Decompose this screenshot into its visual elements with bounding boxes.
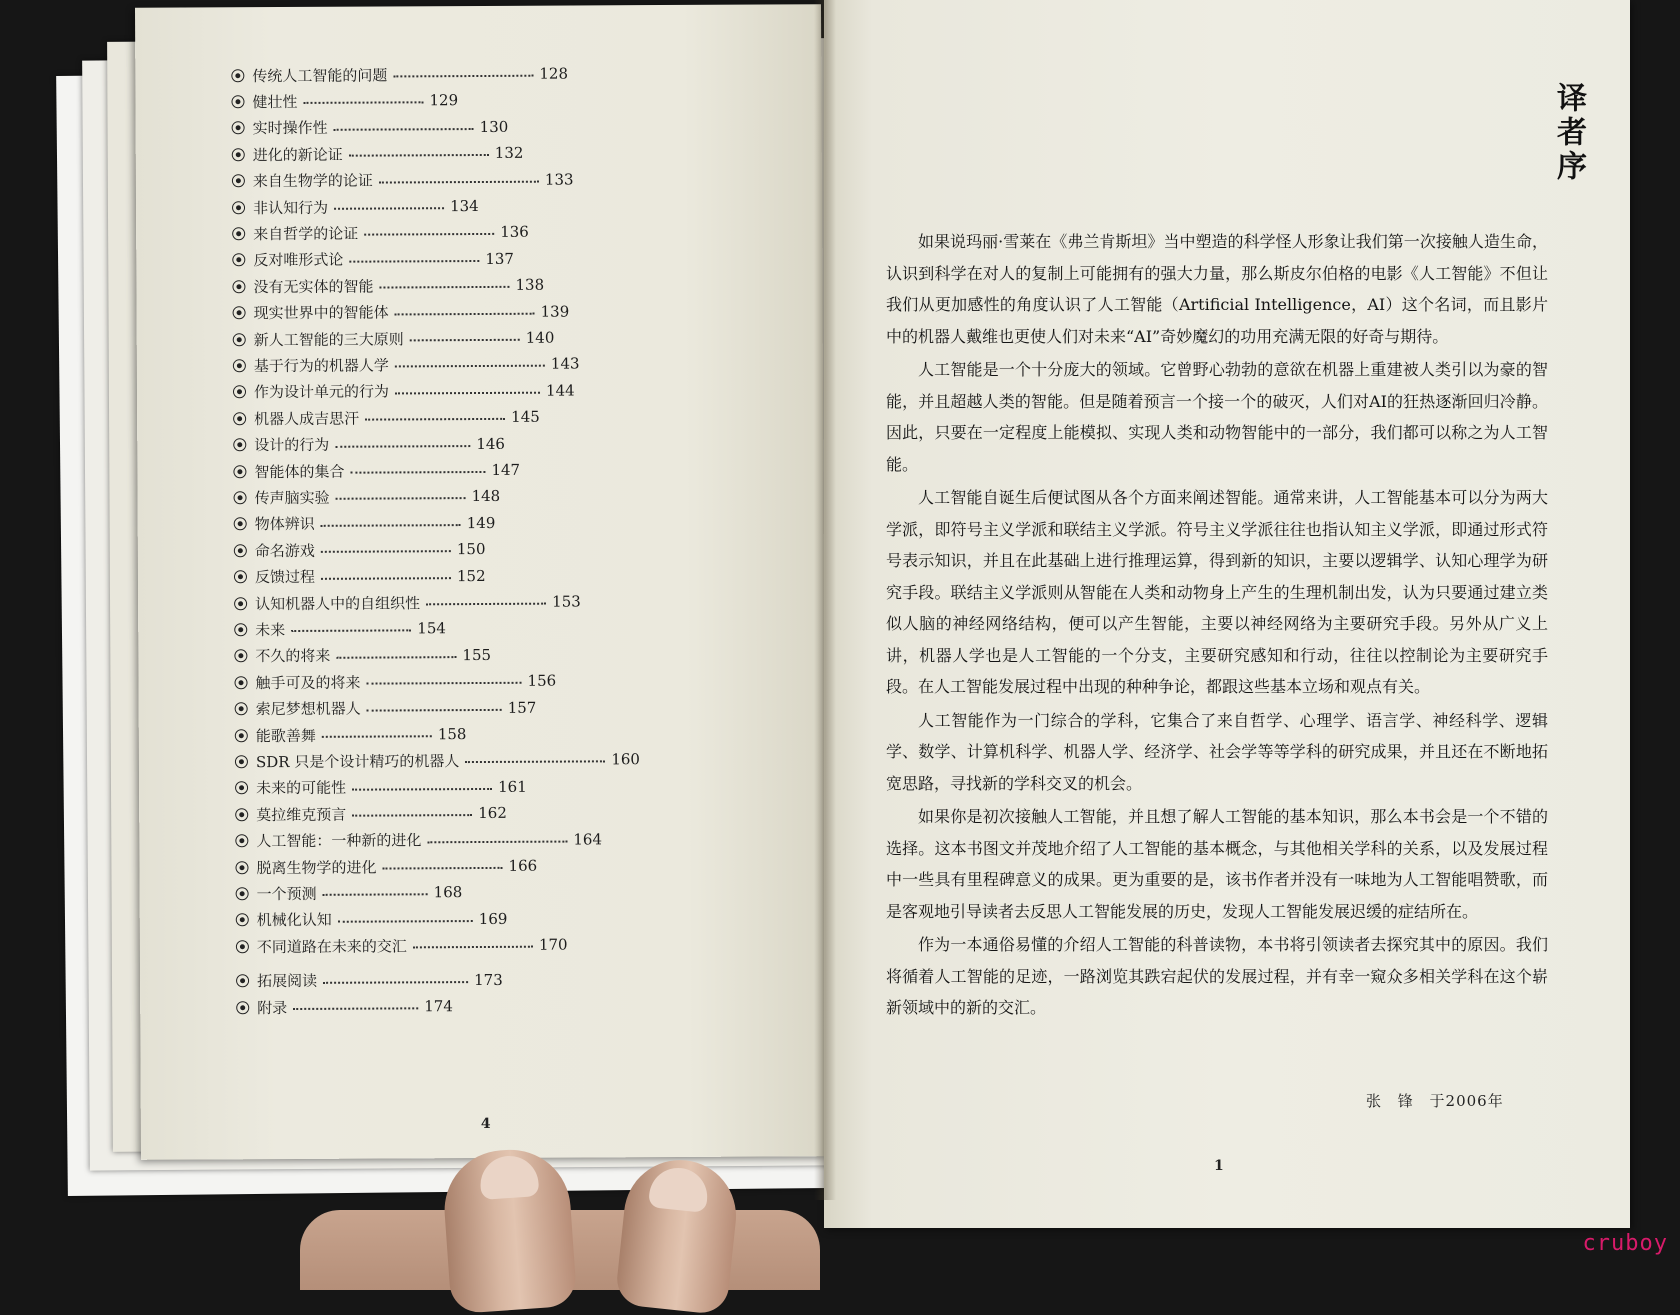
left-page [135, 4, 827, 1160]
toc-entry [234, 643, 491, 668]
toc-entry-title: 索尼梦想机器人 [255, 699, 361, 719]
toc-entry-title: 传声脑实验 [254, 488, 330, 508]
dot-leader [291, 630, 411, 633]
toc-entry [232, 115, 509, 140]
preface-body [886, 226, 1548, 1026]
circle-bullet-icon [236, 1001, 249, 1014]
dot-leader [336, 497, 466, 500]
toc-entry-page: 133 [544, 170, 574, 189]
dot-leader [323, 981, 468, 984]
toc-entry-page: 128 [539, 64, 569, 83]
dot-leader [323, 894, 428, 897]
toc-entry [235, 695, 537, 721]
toc-entry [233, 378, 575, 404]
toc-entry-page: 166 [508, 856, 538, 875]
toc-entry-title: 非认知行为 [252, 198, 329, 217]
toc-entry-title: 没有无实体的智能 [253, 277, 374, 296]
toc-entry [234, 617, 446, 642]
circle-bullet-icon [231, 69, 244, 82]
toc-entry-page: 129 [429, 91, 459, 110]
toc-entry-page: 147 [491, 460, 521, 479]
dot-leader [367, 708, 502, 711]
toc-entry-page: 149 [466, 513, 496, 532]
toc-entry [236, 933, 568, 959]
toc-entry-title: 基于行为的机器人学 [253, 356, 389, 376]
circle-bullet-icon [235, 702, 248, 715]
toc-entry [234, 537, 486, 562]
dot-leader [352, 814, 472, 817]
toc-entry [233, 299, 570, 325]
circle-bullet-icon [233, 412, 246, 425]
translator-signature: 张 锋 于2006年 [1366, 1092, 1504, 1110]
dot-leader [334, 128, 474, 131]
dot-leader [352, 788, 492, 791]
dot-leader [364, 233, 494, 236]
dot-leader [395, 312, 535, 315]
toc-entry-title: 不久的将来 [255, 647, 331, 666]
toc-entry-page: 143 [550, 354, 580, 374]
toc-entry [232, 141, 524, 167]
toc-entry [234, 669, 556, 695]
circle-bullet-icon [233, 465, 246, 478]
dot-leader [383, 867, 503, 870]
circle-bullet-icon [233, 333, 246, 346]
preface-paragraph: 作为一本通俗易懂的介绍人工智能的科普读物，本书将引领读者去探究其中的原因。我们将循着人工智能的足迹，一路浏览其跌宕起伏的发展过程，并有幸一窥众多相关学科在这个崭新领域中的新的交汇。 [886, 935, 1548, 1017]
toc-entry-title: 健壮性 [252, 92, 298, 112]
circle-bullet-icon [232, 227, 245, 240]
toc-entry-title: 脱离生物学的进化 [256, 858, 377, 877]
toc-entry-title: 拓展阅读 [257, 971, 318, 991]
toc-entry-title: 机械化认知 [256, 911, 332, 930]
dot-leader [379, 180, 539, 183]
toc-entry-title: 来自生物学的论证 [252, 171, 373, 191]
toc-entry [233, 484, 500, 509]
toc-entry-title: 未来的可能性 [256, 779, 347, 798]
toc-entry-title: 来自哲学的论证 [253, 224, 359, 244]
circle-bullet-icon [233, 438, 246, 451]
dot-leader [334, 207, 444, 210]
circle-bullet-icon [231, 95, 244, 108]
toc-entry [235, 827, 602, 853]
preface-paragraph: 如果说玛丽·雪莱在《弗兰肯斯坦》当中塑造的科学怪人形象让我们第一次接触人造生命，认识到科学在对人的复制上可能拥有的强大力量，那么斯皮尔伯格的电影《人工智能》不但让我们从更加感性的角度认识了人工智能（Artificial Intelligence，AI）这个名词，而且影片中的机器人戴维也更使人们对未来“AI”奇妙魔幻的功用充满无限的好奇与期待。 [886, 232, 1548, 346]
dot-leader [410, 339, 520, 342]
toc-entry-page: 144 [545, 381, 575, 400]
circle-bullet-icon [232, 174, 245, 187]
toc-entry-title: 反馈过程 [254, 567, 316, 587]
toc-entry-page: 154 [417, 619, 446, 638]
toc-entry-title: 莫拉维克预言 [256, 805, 347, 824]
dot-leader [336, 656, 456, 659]
circle-bullet-icon [232, 280, 245, 293]
toc-entry-title: 新人工智能的三大原则 [253, 329, 404, 349]
toc-entry [234, 589, 581, 615]
circle-bullet-icon [234, 650, 247, 663]
toc-entry-page: 158 [437, 725, 467, 744]
toc-entry [236, 994, 453, 1019]
circle-bullet-icon [235, 808, 248, 821]
circle-bullet-icon [234, 491, 247, 504]
toc-entry-title: 触手可及的将来 [255, 673, 361, 692]
toc-entry [232, 273, 544, 299]
toc-entry-page: 132 [494, 143, 524, 163]
toc-entry-title: 作为设计单元的行为 [253, 382, 390, 402]
circle-bullet-icon [234, 623, 247, 636]
toc-entry-title: 命名游戏 [254, 541, 315, 560]
circle-bullet-icon [235, 755, 248, 768]
toc-entry-page: 155 [462, 645, 492, 664]
toc-entry-title: 人工智能：一种新的进化 [256, 831, 422, 851]
toc-entry [235, 722, 467, 747]
circle-bullet-icon [232, 148, 245, 161]
toc-entry-page: 140 [525, 328, 555, 347]
preface-paragraph: 人工智能作为一门综合的学科，它集合了来自哲学、心理学、语言学、神经科学、逻辑学、数学、计算机科学、机器人学、经济学、社会学等等学科的研究成果，并且还在不断地拓宽思路，寻找新的学科交叉的机会。 [886, 710, 1548, 793]
toc-entry [235, 854, 537, 880]
toc-entry-title: 传统人工智能的问题 [252, 65, 388, 85]
dot-leader [350, 471, 485, 474]
toc-entry [232, 167, 574, 193]
dot-leader [379, 286, 509, 289]
toc-entry-page: 146 [476, 434, 505, 453]
toc-entry [232, 194, 479, 219]
toc-entry [236, 880, 463, 905]
toc-entry-title: 实时操作性 [252, 119, 328, 138]
toc-entry-page: 169 [478, 909, 508, 928]
toc-entry-page: 162 [478, 804, 507, 823]
circle-bullet-icon [232, 122, 245, 135]
toc-entry [236, 967, 503, 992]
toc-entry-title: 一个预测 [256, 884, 317, 904]
toc-entry [236, 907, 508, 932]
watermark: cruboy [1582, 1231, 1668, 1256]
toc-entry [233, 405, 540, 431]
toc-entry [233, 458, 520, 484]
toc-entry-title: 现实世界中的智能体 [253, 303, 389, 323]
dot-leader [349, 154, 489, 157]
toc-entry-page: 145 [511, 407, 540, 427]
dot-leader [335, 445, 470, 448]
circle-bullet-icon [233, 386, 246, 399]
toc-entry-title: 智能体的集合 [254, 462, 345, 481]
toc-entry [235, 748, 640, 774]
toc-entry-title: 未来 [255, 620, 286, 640]
toc-entry-title: 物体辨识 [254, 515, 315, 534]
circle-bullet-icon [236, 940, 249, 953]
toc-entry-page: 160 [611, 750, 640, 769]
circle-bullet-icon [233, 359, 246, 372]
dot-leader [367, 682, 522, 685]
dot-leader [426, 603, 546, 606]
preface-paragraph: 人工智能自诞生后便试图从各个方面来阐述智能。通常来讲，人工智能基本可以分为两大学派，即符号主义学派和联结主义学派。符号主义学派往往也指认知主义学派，即通过形式符号表示知识，并且在此基础上进行推理运算，得到新的知识，主要以逻辑学、认知心理学为研究手段。联结主义学派则从智能在人类和动物身上产生的生理机制出发，认为只要通过建立类似人脑的神经网络结构，便可以产生智能，主要以神经网络为主要研究手段。另外从广义上讲，机器人学也是人工智能的一个分支，主要研究感知和行动，往往以控制论为主要研究手段。在人工智能发展过程中出现的种种争论，都跟这些基本立场和观点有关。 [886, 488, 1548, 696]
dot-leader [365, 418, 505, 421]
dot-leader [465, 761, 605, 764]
toc-entry-title: 附录 [257, 998, 288, 1017]
circle-bullet-icon [235, 861, 248, 874]
toc-entry-page: 173 [474, 970, 503, 989]
dot-leader [413, 946, 533, 949]
circle-bullet-icon [234, 676, 247, 689]
toc-entry-page: 130 [479, 117, 509, 136]
circle-bullet-icon [234, 518, 247, 531]
dot-leader [349, 260, 479, 263]
toc-entry [235, 801, 507, 826]
toc-entry-page: 139 [540, 302, 570, 321]
dot-leader [338, 920, 473, 923]
dot-leader [393, 75, 533, 78]
toc-entry-page: 157 [507, 698, 537, 717]
toc-entry-page: 168 [433, 883, 463, 902]
toc-entry-title: 能歌善舞 [255, 726, 316, 745]
dot-leader [322, 735, 432, 738]
circle-bullet-icon [235, 729, 248, 742]
circle-bullet-icon [232, 201, 245, 214]
dot-leader [427, 840, 567, 843]
toc-entry [233, 326, 555, 352]
toc-entry-page: 164 [573, 829, 603, 849]
toc-entry-title: 反对唯形式论 [253, 251, 344, 270]
toc-entry-title: 认知机器人中的自组织性 [255, 593, 421, 613]
toc-entry-page: 134 [450, 197, 479, 216]
dot-leader [321, 550, 451, 553]
dot-leader [395, 391, 540, 394]
circle-bullet-icon [236, 974, 249, 987]
toc-entry [233, 352, 580, 378]
toc-entry-page: 170 [538, 935, 568, 954]
dot-leader [304, 102, 424, 105]
circle-bullet-icon [236, 914, 249, 927]
toc-entry-title: 进化的新论证 [252, 145, 343, 164]
right-page [824, 0, 1630, 1228]
circle-bullet-icon [236, 887, 249, 900]
page-number-right: 1 [1214, 1158, 1224, 1174]
page-number-left: 4 [480, 1115, 491, 1133]
table-of-contents [231, 60, 811, 1017]
toc-entry-page: 138 [515, 275, 545, 295]
dot-leader [395, 365, 545, 368]
toc-entry-page: 152 [456, 566, 486, 585]
dot-leader [321, 577, 451, 580]
toc-entry [234, 511, 496, 536]
dot-leader [293, 1007, 418, 1010]
toc-entry [232, 247, 514, 272]
toc-entry [234, 564, 486, 589]
circle-bullet-icon [232, 254, 245, 267]
toc-entry-title: SDR 只是个设计精巧的机器人 [255, 752, 460, 772]
toc-entry [233, 431, 505, 456]
preface-paragraph: 人工智能是一个十分庞大的领域。它曾野心勃勃的意欲在机器上重建被人类引以为豪的智能，并且超越人类的智能。但是随着预言一个接一个的破灭，人们对AI的狂热逐渐回归冷静。因此，只要在一定程度上能模拟、实现人类和动物智能中的一部分，我们都可以称之为人工智能。 [886, 360, 1548, 474]
toc-entry-page: 156 [527, 671, 557, 690]
toc-entry-page: 136 [500, 223, 529, 242]
toc-entry [232, 220, 529, 246]
circle-bullet-icon [235, 834, 248, 847]
toc-entry-page: 150 [456, 540, 486, 559]
toc-entry-page: 137 [485, 249, 515, 268]
toc-entry-page: 153 [552, 592, 581, 611]
toc-entry-title: 设计的行为 [254, 435, 330, 455]
toc-entry [231, 89, 458, 114]
toc-entry [235, 775, 527, 801]
circle-bullet-icon [233, 306, 246, 319]
toc-entry-title: 机器人成吉思汗 [254, 409, 360, 428]
toc-entry-page: 148 [471, 487, 501, 506]
circle-bullet-icon [234, 544, 247, 557]
toc-entry-title: 不同道路在未来的交汇 [256, 937, 407, 956]
preface-title: 译者序 [1551, 82, 1586, 184]
toc-entry [231, 62, 568, 88]
dot-leader [321, 524, 461, 527]
circle-bullet-icon [234, 570, 247, 583]
circle-bullet-icon [235, 782, 248, 795]
preface-paragraph: 如果你是初次接触人工智能，并且想了解人工智能的基本知识，那么本书会是一个不错的选择。这本书图文并茂地介绍了人工智能的基本概念，与其他相关学科的关系，以及发展过程中一些具有里程碑意义的成果。更为重要的是，该书作者并没有一味地为人工智能唱赞歌，而是客观地引导读者去反思人工智能发展的历史，发现人工智能发展迟缓的症结所在。 [886, 807, 1548, 921]
toc-entry-page: 174 [424, 997, 453, 1016]
toc-entry-page: 161 [498, 777, 527, 796]
circle-bullet-icon [234, 597, 247, 610]
